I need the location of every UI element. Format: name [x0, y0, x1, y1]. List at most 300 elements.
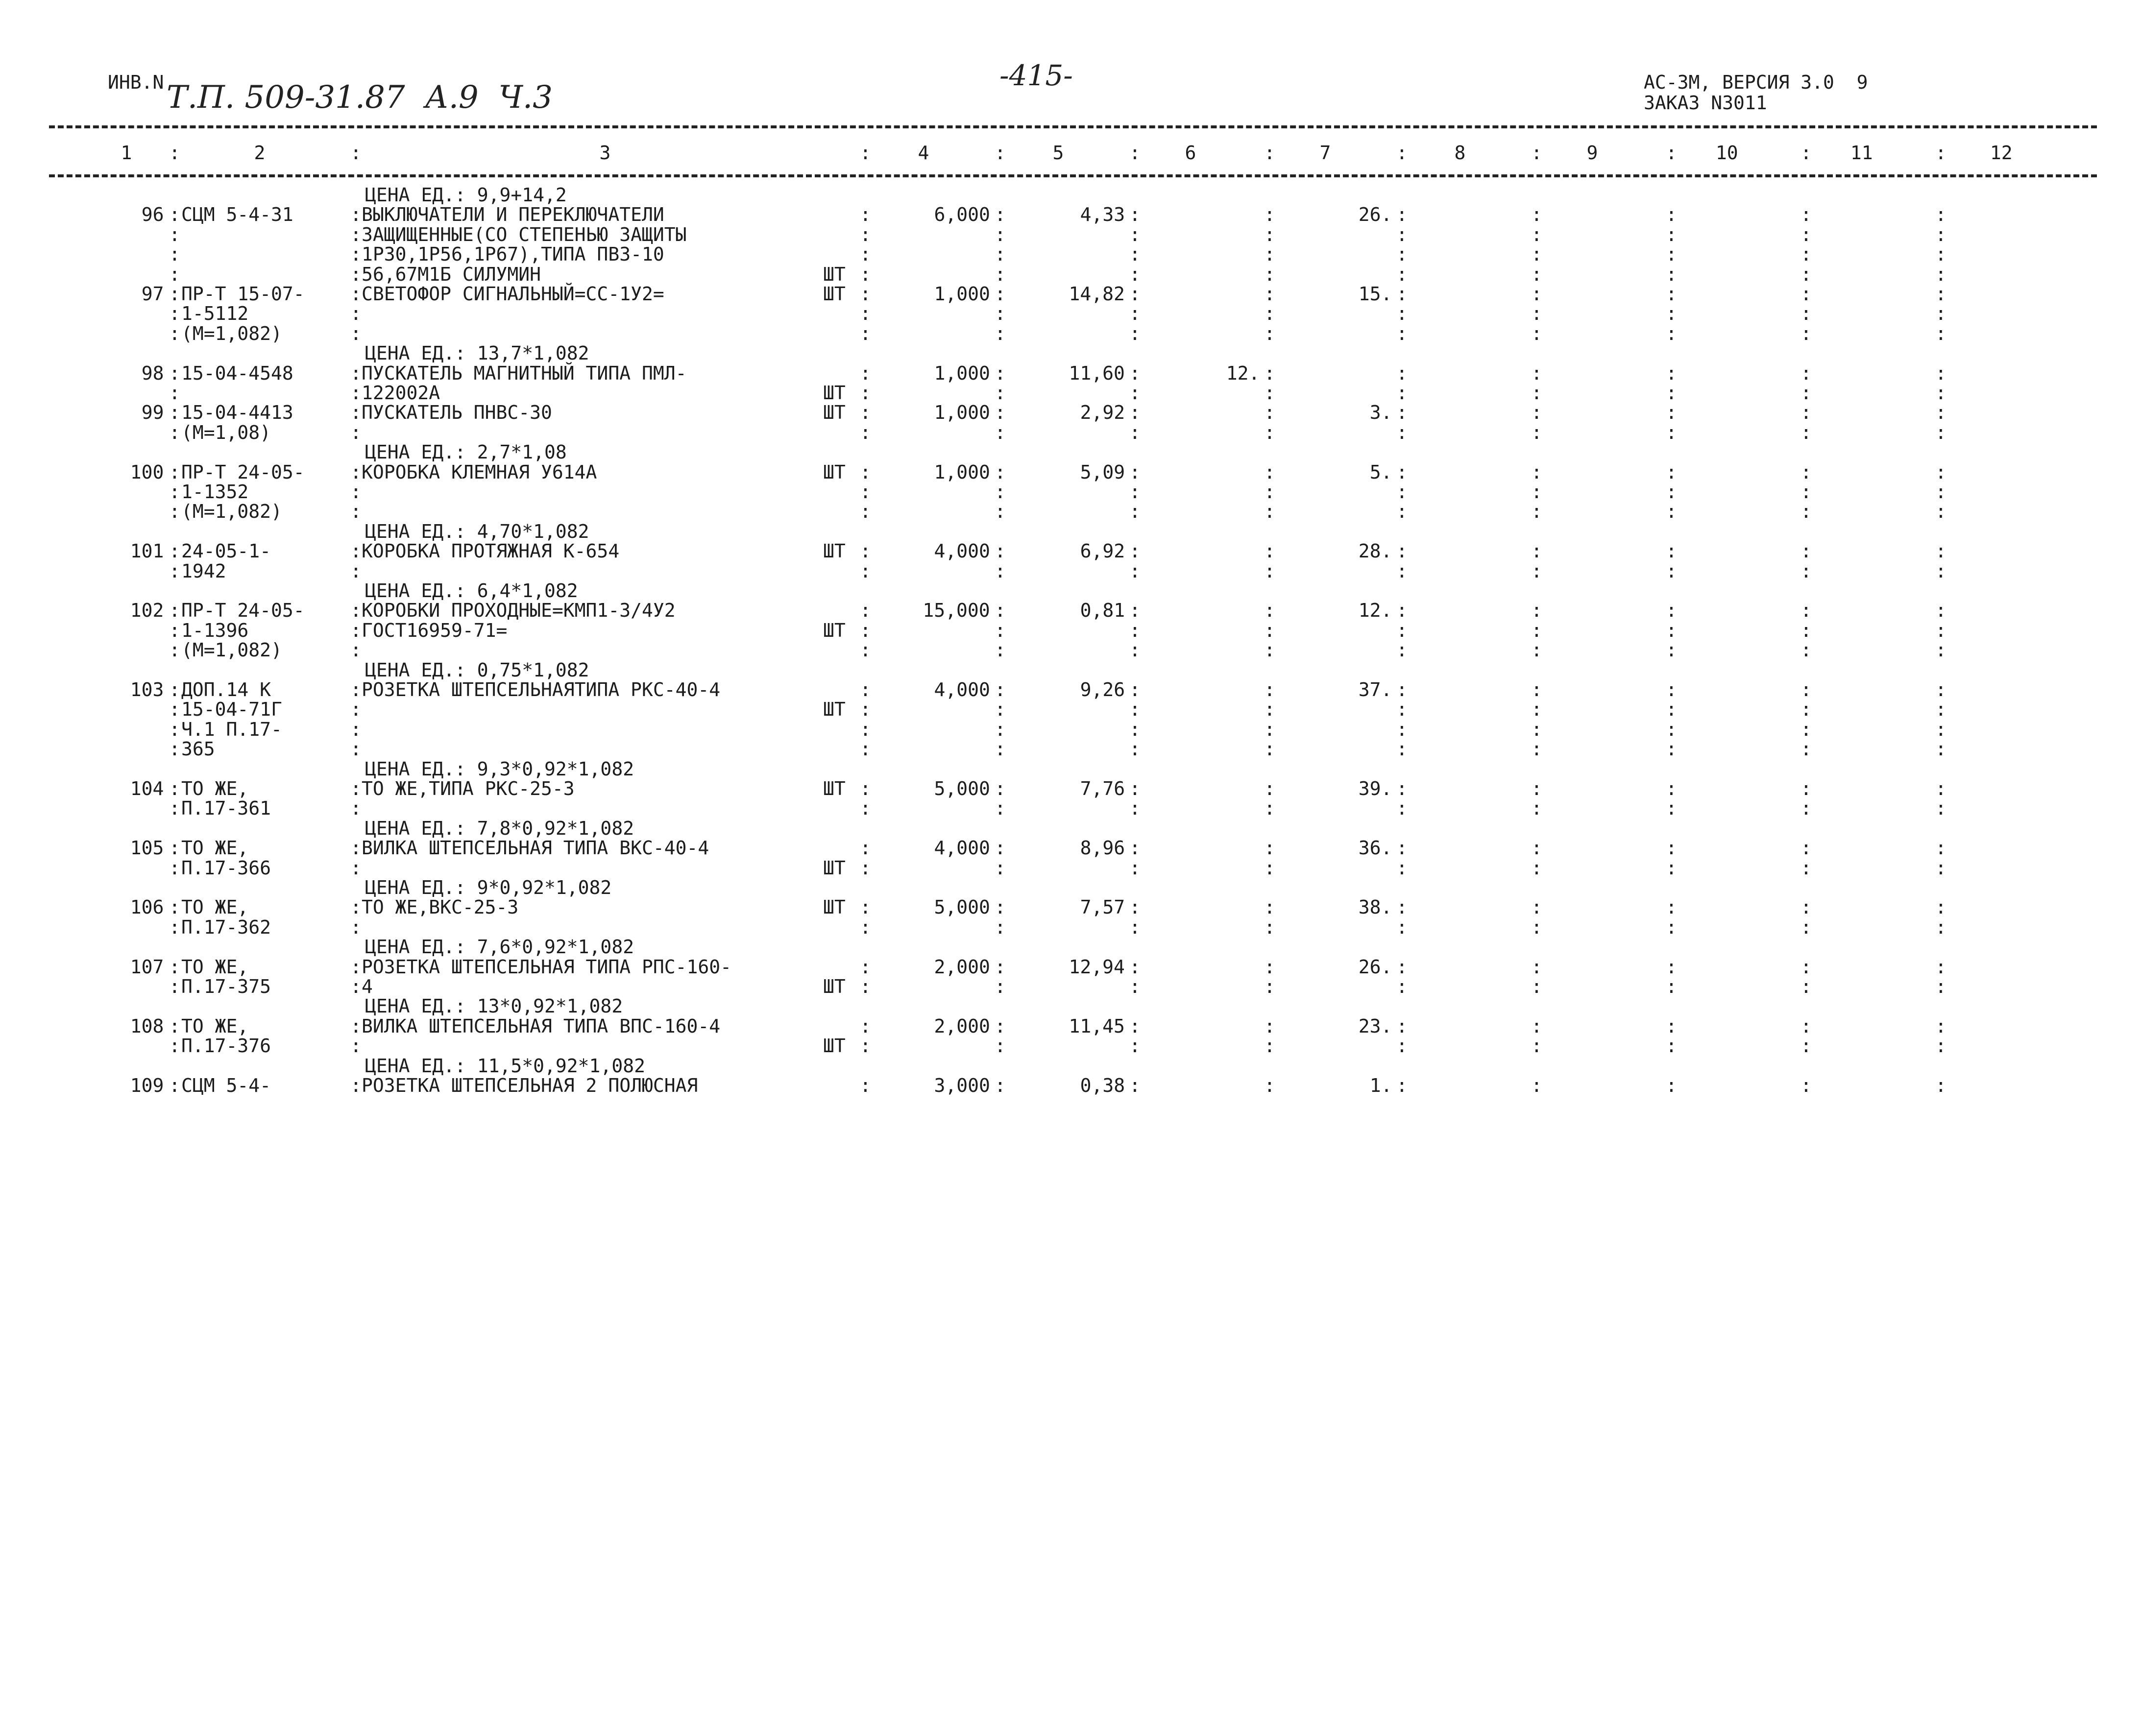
column-separator: :: [1800, 204, 1812, 226]
column-separator: :: [1935, 142, 1946, 164]
column-separator: :: [1396, 600, 1408, 622]
column-separator: :: [995, 1035, 1006, 1057]
column-separator: :: [1666, 797, 1677, 820]
unit-cost-value: 4,33: [1080, 204, 1125, 226]
column-separator: :: [1935, 283, 1946, 305]
column-separator: :: [1129, 1075, 1141, 1096]
column-separator: :: [169, 916, 180, 938]
unit-of-measure: ШТ: [823, 857, 846, 879]
column-separator: :: [1531, 837, 1542, 859]
total-cost-value: 28.: [1358, 540, 1392, 562]
column-separator: :: [169, 738, 180, 760]
column-separator: :: [1666, 362, 1677, 384]
column-separator: :: [1129, 243, 1141, 265]
column-separator: :: [1935, 204, 1946, 226]
column-separator: :: [1129, 223, 1141, 245]
column-separator: :: [1264, 303, 1275, 325]
column-separator: :: [995, 322, 1006, 344]
item-description: 1Р30,1Р56,1Р67),ТИПА ПВЗ-10: [362, 243, 664, 265]
column-separator: :: [169, 402, 180, 424]
item-number: 97: [141, 283, 164, 305]
column-separator: :: [1800, 738, 1812, 760]
column-separator: :: [995, 243, 1006, 265]
column-separator: :: [995, 679, 1006, 700]
column-separator: :: [860, 303, 871, 325]
column-separator: :: [1531, 402, 1542, 424]
column-6-value: 12.: [1226, 362, 1260, 384]
unit-price-formula: ЦЕНА ЕД.: 6,4*1,082: [365, 580, 578, 602]
normative-code: (М=1,082): [181, 639, 282, 661]
item-description: КОРОБКА ПРОТЯЖНАЯ К-654: [362, 540, 620, 562]
column-separator: :: [1396, 461, 1408, 483]
column-separator: :: [1800, 896, 1812, 918]
column-separator: :: [1666, 718, 1677, 740]
column-separator: :: [1129, 619, 1141, 641]
unit-cost-value: 11,60: [1069, 362, 1125, 384]
column-separator: :: [860, 362, 871, 384]
unit-cost-value: 7,57: [1080, 896, 1125, 918]
column-separator: :: [1800, 142, 1812, 164]
column-separator: :: [1264, 1075, 1275, 1096]
column-separator: :: [1129, 738, 1141, 760]
column-separator: :: [1666, 679, 1677, 700]
column-separator: :: [1800, 540, 1812, 562]
column-separator: :: [1264, 283, 1275, 305]
column-separator: :: [1396, 382, 1408, 404]
column-separator: :: [1129, 600, 1141, 622]
column-separator: :: [350, 857, 362, 879]
column-separator: :: [1666, 461, 1677, 483]
column-separator: :: [1129, 797, 1141, 820]
column-separator: :: [1531, 1035, 1542, 1057]
column-separator: :: [1531, 797, 1542, 820]
column-separator: :: [1800, 1075, 1812, 1096]
column-separator: :: [169, 1075, 180, 1096]
column-separator: :: [169, 976, 180, 997]
column-separator: :: [350, 956, 362, 978]
column-separator: :: [1666, 916, 1677, 938]
normative-code: ПР-Т 24-05-: [181, 600, 305, 622]
column-separator: :: [860, 976, 871, 997]
column-separator: :: [995, 382, 1006, 404]
unit-cost-value: 5,09: [1080, 461, 1125, 483]
column-separator: :: [1396, 402, 1408, 424]
unit-cost-value: 9,26: [1080, 679, 1125, 700]
column-separator: :: [1264, 679, 1275, 700]
column-separator: :: [1264, 142, 1275, 164]
column-separator: :: [350, 1075, 362, 1096]
column-separator: :: [1264, 421, 1275, 443]
unit-cost-value: 14,82: [1069, 283, 1125, 305]
column-separator: :: [1666, 421, 1677, 443]
column-separator: :: [1264, 540, 1275, 562]
column-separator: :: [1264, 223, 1275, 245]
column-header-11: 11: [1850, 142, 1873, 164]
column-separator: :: [1935, 1075, 1946, 1096]
column-separator: :: [1264, 560, 1275, 582]
column-separator: :: [1396, 322, 1408, 344]
item-description: КОРОБКИ ПРОХОДНЫЕ=КМП1-3/4У2: [362, 600, 676, 622]
column-separator: :: [1129, 402, 1141, 424]
column-separator: :: [995, 1075, 1006, 1096]
column-separator: :: [1666, 382, 1677, 404]
normative-code: СЦМ 5-4-: [181, 1075, 271, 1096]
column-separator: :: [1129, 1035, 1141, 1057]
column-separator: :: [860, 560, 871, 582]
column-separator: :: [1935, 679, 1946, 700]
software-version: АС-3М, ВЕРСИЯ 3.0 9: [1644, 72, 1868, 93]
column-separator: :: [1129, 362, 1141, 384]
column-separator: :: [1800, 322, 1812, 344]
total-cost-value: 26.: [1358, 956, 1392, 978]
column-separator: :: [1935, 778, 1946, 799]
column-separator: :: [350, 679, 362, 700]
column-separator: :: [860, 481, 871, 503]
column-separator: :: [1531, 142, 1542, 164]
column-separator: :: [1264, 976, 1275, 997]
column-separator: :: [1531, 283, 1542, 305]
column-separator: :: [860, 916, 871, 938]
column-separator: :: [1129, 778, 1141, 799]
column-separator: :: [169, 204, 180, 226]
column-separator: :: [1396, 1015, 1408, 1037]
item-number: 98: [141, 362, 164, 384]
column-separator: :: [1531, 976, 1542, 997]
column-separator: :: [1396, 362, 1408, 384]
column-separator: :: [350, 142, 362, 164]
column-separator: :: [169, 857, 180, 879]
quantity-value: 5,000: [934, 896, 990, 918]
column-separator: :: [1935, 362, 1946, 384]
column-separator: :: [1935, 619, 1946, 641]
column-separator: :: [1800, 976, 1812, 997]
column-separator: :: [1531, 263, 1542, 285]
column-header-8: 8: [1454, 142, 1466, 164]
column-separator: :: [1264, 857, 1275, 879]
unit-cost-value: 7,76: [1080, 778, 1125, 799]
column-separator: :: [995, 639, 1006, 661]
normative-code: П.17-361: [181, 797, 271, 820]
column-separator: :: [995, 600, 1006, 622]
column-separator: :: [169, 956, 180, 978]
normative-code: 15-04-4413: [181, 402, 293, 424]
column-separator: :: [169, 679, 180, 700]
column-header-5: 5: [1052, 142, 1064, 164]
column-separator: :: [1531, 421, 1542, 443]
normative-code: 15-04-4548: [181, 362, 293, 384]
column-separator: :: [169, 382, 180, 404]
unit-price-formula: ЦЕНА ЕД.: 9,3*0,92*1,082: [365, 758, 634, 780]
column-separator: :: [1264, 600, 1275, 622]
column-separator: :: [860, 142, 871, 164]
quantity-value: 1,000: [934, 402, 990, 424]
column-separator: :: [1800, 916, 1812, 938]
column-separator: :: [1666, 322, 1677, 344]
column-separator: :: [1800, 797, 1812, 820]
column-separator: :: [1800, 382, 1812, 404]
column-separator: :: [1666, 283, 1677, 305]
column-separator: :: [1396, 283, 1408, 305]
column-separator: :: [1800, 619, 1812, 641]
item-number: 103: [130, 679, 164, 700]
column-separator: :: [1800, 402, 1812, 424]
column-separator: :: [1264, 204, 1275, 226]
column-separator: :: [1531, 718, 1542, 740]
column-separator: :: [350, 976, 362, 997]
column-separator: :: [1264, 382, 1275, 404]
column-separator: :: [1800, 778, 1812, 799]
total-cost-value: 15.: [1358, 283, 1392, 305]
column-separator: :: [860, 600, 871, 622]
column-separator: :: [350, 778, 362, 799]
column-separator: :: [350, 322, 362, 344]
total-cost-value: 5.: [1369, 461, 1392, 483]
column-separator: :: [860, 243, 871, 265]
column-separator: :: [1531, 1075, 1542, 1096]
column-separator: :: [169, 142, 180, 164]
item-description: ПУСКАТЕЛЬ ПНВС-30: [362, 402, 552, 424]
quantity-value: 6,000: [934, 204, 990, 226]
column-separator: :: [1531, 916, 1542, 938]
quantity-value: 4,000: [934, 679, 990, 700]
column-separator: :: [860, 421, 871, 443]
unit-of-measure: ШТ: [823, 896, 846, 918]
unit-price-formula: ЦЕНА ЕД.: 2,7*1,08: [365, 441, 567, 463]
column-separator: :: [1129, 481, 1141, 503]
item-description: ТО ЖЕ,ТИПА РКС-25-3: [362, 778, 575, 799]
column-separator: :: [1935, 223, 1946, 245]
column-separator: :: [1800, 362, 1812, 384]
normative-code: (М=1,08): [181, 421, 271, 443]
column-separator: :: [1935, 738, 1946, 760]
column-separator: :: [169, 263, 180, 285]
column-separator: :: [169, 223, 180, 245]
column-separator: :: [1666, 1075, 1677, 1096]
normative-code: 1-1352: [181, 481, 249, 503]
column-header-1: 1: [121, 142, 132, 164]
column-separator: :: [1129, 204, 1141, 226]
column-separator: :: [1264, 837, 1275, 859]
column-separator: :: [350, 501, 362, 523]
column-separator: :: [1396, 797, 1408, 820]
item-number: 107: [130, 956, 164, 978]
unit-price-formula: ЦЕНА ЕД.: 13,7*1,082: [365, 342, 589, 364]
item-description: ПУСКАТЕЛЬ МАГНИТНЫЙ ТИПА ПМЛ-: [362, 362, 687, 384]
column-separator: :: [1396, 896, 1408, 918]
column-separator: :: [169, 421, 180, 443]
column-separator: :: [1396, 1035, 1408, 1057]
column-separator: :: [1129, 501, 1141, 523]
column-separator: :: [1531, 204, 1542, 226]
column-separator: :: [860, 263, 871, 285]
inventory-label: ИНВ.N: [108, 72, 164, 93]
column-separator: :: [1396, 679, 1408, 700]
column-separator: :: [1531, 778, 1542, 799]
column-separator: :: [1396, 263, 1408, 285]
column-separator: :: [1396, 204, 1408, 226]
column-separator: :: [350, 896, 362, 918]
column-separator: :: [1935, 501, 1946, 523]
column-separator: :: [1935, 976, 1946, 997]
column-separator: :: [169, 639, 180, 661]
column-separator: :: [1531, 382, 1542, 404]
column-separator: :: [1129, 322, 1141, 344]
column-separator: :: [350, 699, 362, 721]
column-separator: :: [860, 382, 871, 404]
column-separator: :: [1935, 421, 1946, 443]
column-separator: :: [1935, 540, 1946, 562]
column-separator: :: [1935, 600, 1946, 622]
column-separator: :: [995, 204, 1006, 226]
column-separator: :: [1396, 857, 1408, 879]
page-number: -415-: [999, 59, 1073, 92]
item-number: 105: [130, 837, 164, 859]
column-separator: :: [860, 738, 871, 760]
column-separator: :: [1800, 699, 1812, 721]
normative-code: Ч.1 П.17-: [181, 718, 282, 740]
column-separator: :: [1264, 797, 1275, 820]
normative-code: (М=1,082): [181, 322, 282, 344]
column-separator: :: [1666, 481, 1677, 503]
column-separator: :: [1666, 699, 1677, 721]
column-separator: :: [1531, 699, 1542, 721]
unit-price-formula: ЦЕНА ЕД.: 9*0,92*1,082: [365, 877, 612, 898]
column-separator: :: [995, 421, 1006, 443]
column-separator: :: [1935, 243, 1946, 265]
column-separator: :: [1666, 263, 1677, 285]
column-separator: :: [995, 916, 1006, 938]
column-separator: :: [1531, 738, 1542, 760]
column-separator: :: [1264, 501, 1275, 523]
normative-code: ТО ЖЕ,: [181, 1015, 249, 1037]
quantity-value: 1,000: [934, 461, 990, 483]
column-separator: :: [1800, 223, 1812, 245]
column-separator: :: [1264, 778, 1275, 799]
column-separator: :: [1800, 263, 1812, 285]
column-separator: :: [169, 481, 180, 503]
column-separator: :: [995, 142, 1006, 164]
column-separator: :: [1396, 303, 1408, 325]
column-separator: :: [1396, 699, 1408, 721]
column-separator: :: [1264, 481, 1275, 503]
column-separator: :: [995, 778, 1006, 799]
column-separator: :: [860, 619, 871, 641]
unit-of-measure: ШТ: [823, 699, 846, 721]
column-separator: :: [1531, 481, 1542, 503]
column-separator: :: [1531, 1015, 1542, 1037]
column-separator: :: [1666, 976, 1677, 997]
quantity-value: 15,000: [923, 600, 990, 622]
column-separator: :: [860, 1075, 871, 1096]
unit-of-measure: ШТ: [823, 619, 846, 641]
column-separator: :: [1666, 896, 1677, 918]
column-separator: :: [1264, 402, 1275, 424]
column-separator: :: [995, 837, 1006, 859]
column-separator: :: [350, 362, 362, 384]
column-separator: :: [860, 283, 871, 305]
unit-of-measure: ШТ: [823, 263, 846, 285]
column-separator: :: [1666, 540, 1677, 562]
column-separator: :: [1396, 639, 1408, 661]
column-separator: :: [995, 461, 1006, 483]
column-separator: :: [995, 560, 1006, 582]
total-cost-value: 37.: [1358, 679, 1392, 700]
column-separator: :: [1666, 402, 1677, 424]
unit-cost-value: 0,81: [1080, 600, 1125, 622]
item-description: РОЗЕТКА ШТЕПСЕЛЬНАЯТИПА РКС-40-4: [362, 679, 721, 700]
column-separator: :: [1800, 421, 1812, 443]
column-separator: :: [169, 322, 180, 344]
quantity-value: 3,000: [934, 1075, 990, 1096]
unit-cost-value: 0,38: [1080, 1075, 1125, 1096]
column-separator: :: [1800, 857, 1812, 879]
handwritten-reference: Т.П. 509-31.87 А.9 Ч.3: [167, 79, 553, 116]
column-separator: :: [1264, 362, 1275, 384]
column-separator: :: [860, 1035, 871, 1057]
column-separator: :: [1264, 243, 1275, 265]
column-separator: :: [169, 362, 180, 384]
unit-cost-value: 6,92: [1080, 540, 1125, 562]
column-separator: :: [995, 402, 1006, 424]
total-cost-value: 36.: [1358, 837, 1392, 859]
column-separator: :: [1800, 501, 1812, 523]
column-separator: :: [350, 1015, 362, 1037]
column-separator: :: [995, 738, 1006, 760]
column-separator: :: [1800, 1035, 1812, 1057]
column-separator: :: [350, 223, 362, 245]
column-separator: :: [350, 837, 362, 859]
column-separator: :: [1264, 699, 1275, 721]
column-separator: :: [169, 778, 180, 799]
column-separator: :: [995, 956, 1006, 978]
column-separator: :: [350, 639, 362, 661]
column-separator: :: [1531, 501, 1542, 523]
column-separator: :: [1531, 461, 1542, 483]
column-header-10: 10: [1715, 142, 1738, 164]
column-separator: :: [1264, 738, 1275, 760]
column-separator: :: [1396, 916, 1408, 938]
column-separator: :: [860, 639, 871, 661]
column-separator: :: [1935, 263, 1946, 285]
normative-code: П.17-362: [181, 916, 271, 938]
column-separator: :: [1935, 461, 1946, 483]
column-separator: :: [1264, 461, 1275, 483]
column-separator: :: [1935, 402, 1946, 424]
unit-price-formula: ЦЕНА ЕД.: 9,9+14,2: [365, 184, 567, 206]
unit-cost-value: 8,96: [1080, 837, 1125, 859]
item-number: 104: [130, 778, 164, 799]
total-cost-value: 23.: [1358, 1015, 1392, 1037]
column-separator: :: [350, 540, 362, 562]
column-separator: :: [1129, 639, 1141, 661]
column-separator: :: [1800, 679, 1812, 700]
column-separator: :: [1129, 1015, 1141, 1037]
quantity-value: 1,000: [934, 283, 990, 305]
column-separator: :: [1396, 976, 1408, 997]
column-separator: :: [1666, 857, 1677, 879]
column-separator: :: [1264, 1035, 1275, 1057]
column-separator: :: [169, 303, 180, 325]
column-separator: :: [350, 283, 362, 305]
column-separator: :: [1129, 679, 1141, 700]
column-separator: :: [350, 718, 362, 740]
normative-code: ТО ЖЕ,: [181, 896, 249, 918]
column-separator: :: [1531, 857, 1542, 879]
normative-code: П.17-366: [181, 857, 271, 879]
column-separator: :: [1129, 976, 1141, 997]
item-number: 106: [130, 896, 164, 918]
column-separator: :: [1531, 303, 1542, 325]
